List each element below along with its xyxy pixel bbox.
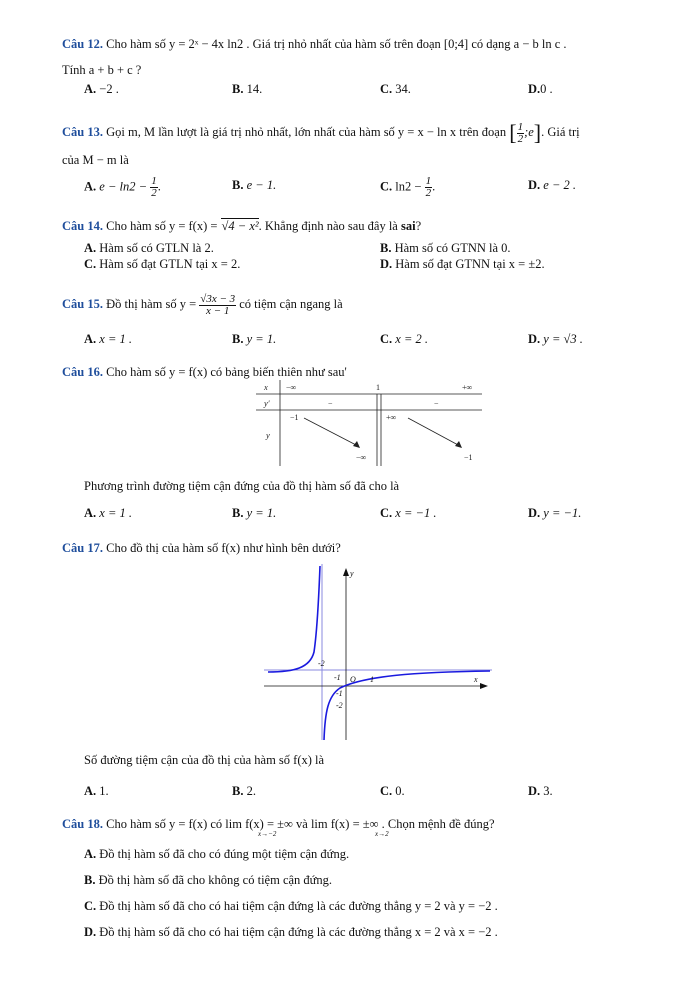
question-label: Câu 15.	[62, 297, 103, 311]
limit-subscript-1: x→−2	[258, 830, 277, 838]
option-a[interactable]: A. 1.	[84, 784, 109, 798]
question-12-line2: Tính a + b + c ?	[62, 63, 142, 77]
right-branch-curve	[324, 671, 490, 740]
question-text: Cho hàm số y = 2ˣ − 4x ln2 . Giá trị nhỏ nhất của hàm số trên đoạn [0;4] có dạng a − b ln c .	[106, 37, 567, 51]
table-arrow	[304, 418, 358, 446]
limit-subscript-2: x→2	[375, 830, 389, 838]
table-yp-label: y′	[264, 398, 270, 408]
question-13-line2: của M − m là	[62, 153, 129, 167]
table-y-val: −∞	[356, 453, 367, 462]
question-label: Câu 17.	[62, 541, 103, 555]
question-17-line2: Số đường tiệm cận của đồ thị của hàm số f(x) là	[84, 753, 325, 767]
function-graph	[264, 562, 492, 742]
question-17	[62, 540, 341, 556]
origin-label: O	[350, 675, 356, 684]
option-d[interactable]: D. y = −1.	[528, 506, 582, 520]
question-13: Câu 13. Gọi m, M lần lượt là giá trị nhỏ nhất, lớn nhất của hàm số y = x − ln x trên đoạn [ $\frac{1}{2}$ ;e]. Giá trị	[62, 120, 580, 146]
question-label: Câu 13.	[62, 125, 103, 139]
option-a[interactable]: A. Hàm số có GTLN là 2.	[84, 241, 214, 255]
tick-label: 1	[370, 675, 374, 684]
option-c[interactable]: C. Đồ thị hàm số đã cho có hai tiệm cận đứng là các đường thẳng y = 2 và y = −2 .	[84, 899, 498, 913]
option-c[interactable]: C. 34.	[380, 82, 411, 96]
table-x-val: +∞	[462, 383, 473, 392]
left-branch-curve	[268, 566, 320, 672]
option-a[interactable]: A. x = 1 .	[84, 506, 133, 520]
question-text: Gọi m, M lần lượt là giá trị nhỏ nhất, lớn nhất của hàm số y = x − ln x trên đoạn	[106, 125, 507, 139]
table-x-val: 1	[376, 383, 380, 392]
table-x-val: −∞	[286, 383, 297, 392]
question-text: Đồ thị hàm số y =	[106, 297, 197, 311]
option-b[interactable]: B. e − 1.	[232, 178, 277, 192]
option-c[interactable]: C. x = −1 .	[380, 506, 437, 520]
option-d[interactable]: D.0 .	[528, 82, 553, 96]
option-b[interactable]: B. Đồ thị hàm số đã cho không có tiệm cận đứng.	[84, 873, 333, 887]
option-d[interactable]: D. Hàm số đạt GTNN tại x = ±2.	[380, 257, 545, 271]
question-text: Cho đồ thị của hàm số f(x) như hình bên dưới?	[106, 541, 341, 555]
table-y-val: −1	[464, 453, 473, 462]
table-x-label: x	[264, 382, 268, 392]
question-12-options	[84, 80, 644, 98]
question-16-options	[84, 504, 644, 522]
option-d[interactable]: D. y = √3 .	[528, 332, 583, 346]
option-c[interactable]: C. Hàm số đạt GTLN tại x = 2.	[84, 257, 241, 271]
question-12	[62, 36, 567, 52]
tick-label: -2	[336, 701, 343, 710]
option-d[interactable]: D. 3.	[528, 784, 553, 798]
table-y-val: +∞	[386, 413, 397, 422]
option-b[interactable]: B. 2.	[232, 784, 256, 798]
option-d[interactable]: D. Đồ thị hàm số đã cho có hai tiệm cận đứng là các đường thẳng x = 2 và x = −2 .	[84, 925, 498, 939]
option-b[interactable]: B. y = 1.	[232, 506, 277, 520]
tick-label: -1	[334, 673, 341, 682]
question-17-options	[84, 782, 644, 800]
option-a[interactable]: A. x = 1 .	[84, 332, 133, 346]
table-y-label: y	[266, 430, 270, 440]
option-b[interactable]: B. Hàm số có GTNN là 0.	[380, 241, 511, 255]
y-axis-label: y	[350, 569, 354, 578]
variation-table	[256, 380, 482, 466]
tick-label: -1	[336, 689, 343, 698]
option-b[interactable]: B. 14.	[232, 82, 263, 96]
option-c[interactable]: C. ln2 − $\frac{1}{2}$ .	[380, 175, 436, 199]
question-16-line2: Phương trình đường tiệm cận đứng của đồ thị hàm số đã cho là	[84, 479, 400, 493]
option-a[interactable]: A. −2 .	[84, 82, 119, 96]
tick-label: -2	[318, 659, 325, 668]
question-16	[62, 364, 347, 380]
option-a[interactable]: A. e − ln2 − $\frac{1}{2}$ .	[84, 175, 161, 199]
question-text: Cho hàm số y = f(x) có lim f(x) = ±∞ và lim f(x) = ±∞ . Chọn mệnh đề đúng?	[106, 817, 495, 831]
option-c[interactable]: C. 0.	[380, 784, 405, 798]
question-text: Cho hàm số y = f(x) =	[106, 219, 218, 233]
question-label: Câu 16.	[62, 365, 103, 379]
option-a[interactable]: A. Đồ thị hàm số đã cho có đúng một tiệm cận đứng.	[84, 847, 350, 861]
option-d[interactable]: D. e − 2 .	[528, 178, 577, 192]
question-13-options	[84, 176, 644, 202]
option-b[interactable]: B. y = 1.	[232, 332, 277, 346]
question-label: Câu 18.	[62, 817, 103, 831]
option-c[interactable]: C. x = 2 .	[380, 332, 429, 346]
question-15-options	[84, 330, 644, 348]
table-sign: −	[328, 399, 333, 408]
table-sign: −	[434, 399, 439, 408]
question-text: Cho hàm số y = f(x) có bảng biến thiên như sau'	[106, 365, 347, 379]
question-15: Câu 15. Đồ thị hàm số y = $\frac{√3x - 3}{x - 1}$ có tiệm cận ngang là	[62, 292, 343, 317]
question-label: Câu 12.	[62, 37, 103, 51]
question-14: Câu 14. Cho hàm số y = f(x) = √4 − x². Khẳng định nào sau đây là sai?	[62, 219, 422, 233]
question-18	[62, 816, 495, 832]
table-arrow	[408, 418, 460, 446]
x-axis-label: x	[474, 675, 478, 684]
question-label: Câu 14.	[62, 219, 103, 233]
table-y-val: −1	[290, 413, 299, 422]
